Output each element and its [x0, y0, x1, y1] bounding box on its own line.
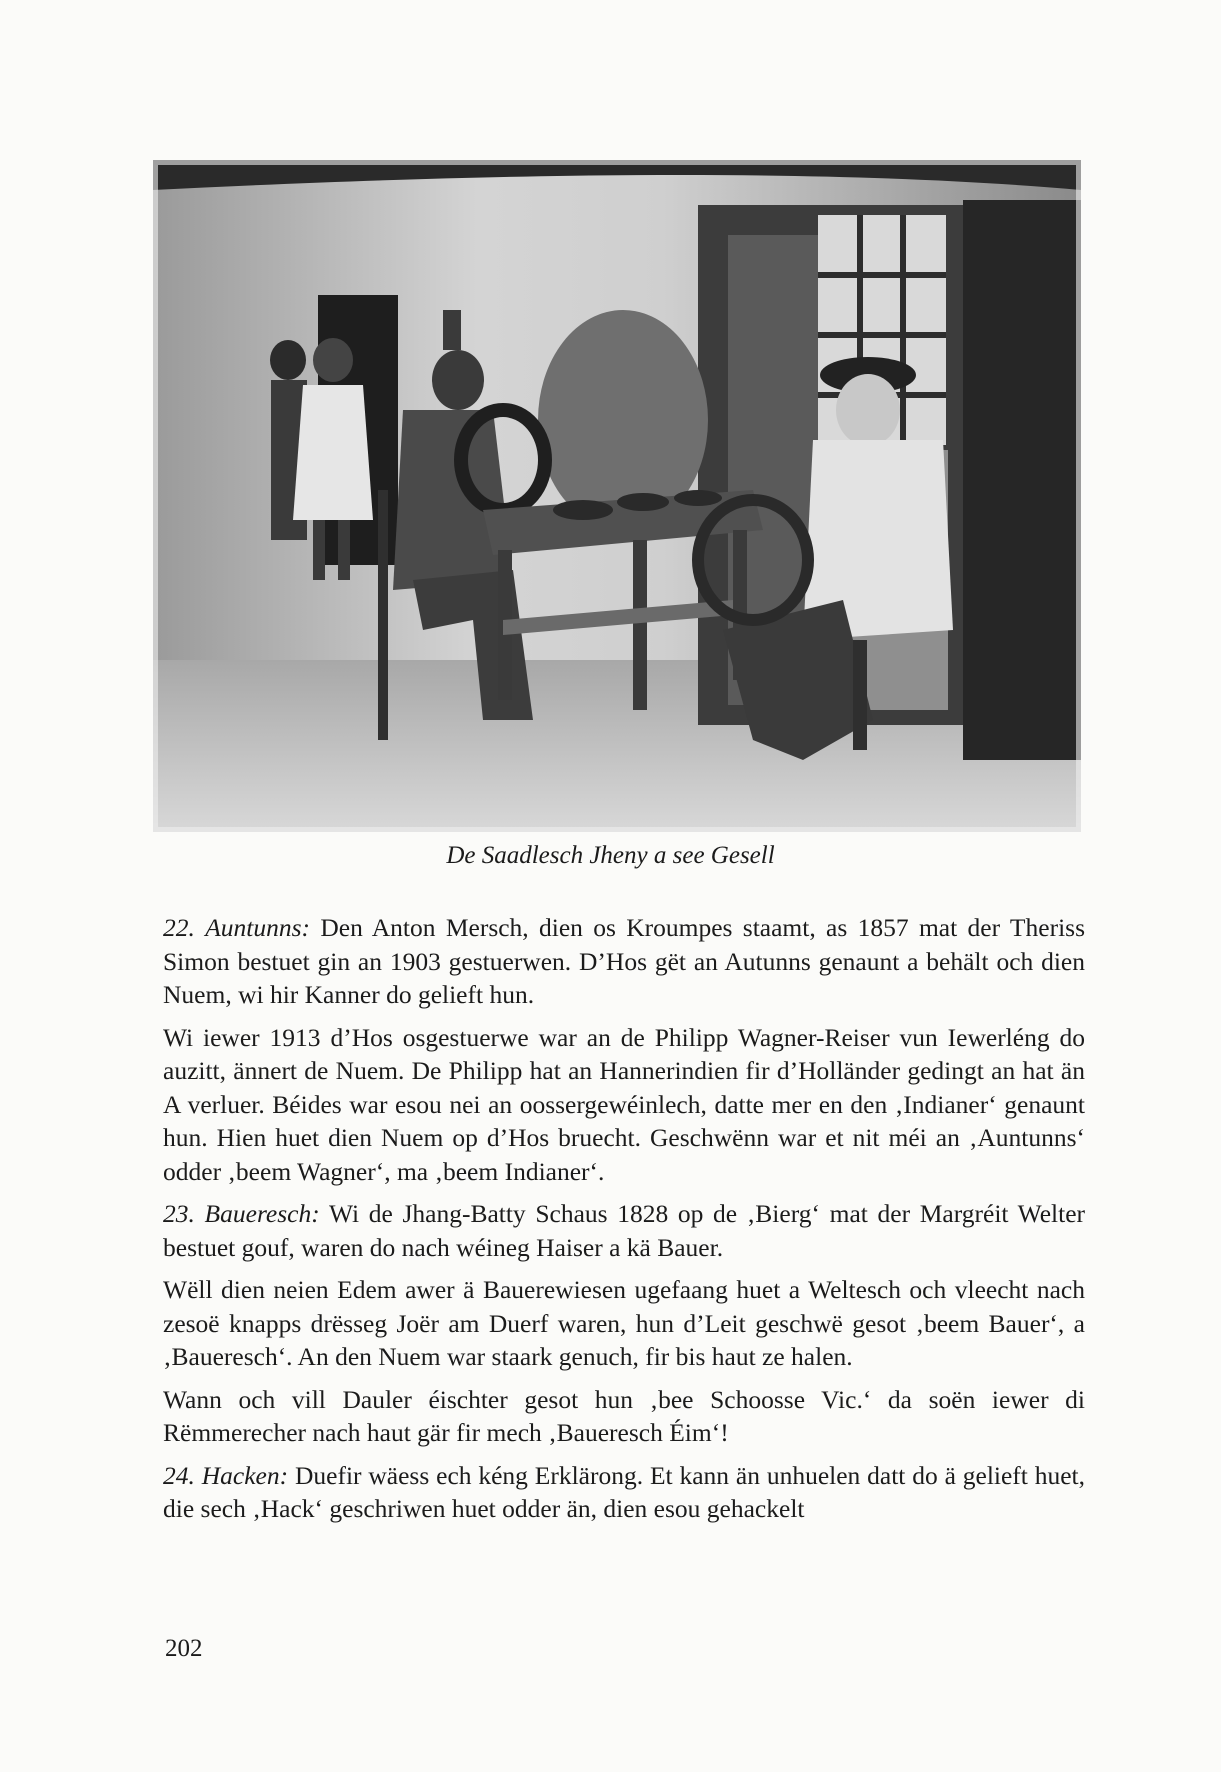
paragraph-text: Den Anton Mersch, dien os Kroumpes staamt, as 1857 mat der Theriss Simon bestuet gin an 1903 gestuerwen. D’Hos gët an Autunns genaunt a behält och dien Nuem, wi hir Kanner do gelieft hun.	[163, 913, 1086, 1009]
paragraph: Wann och vill Dauler éischter gesot hun ‚bee Schoosse Vic.‘ da soën iewer di Rëmmerecher nach haut gär fir mech ‚Baueresch Éim‘!	[163, 1384, 1085, 1447]
entry-term: Baueresch:	[204, 1199, 320, 1228]
entry-number: 22.	[163, 913, 195, 942]
entry-number: 23.	[163, 1199, 195, 1228]
paragraph-text: Duefir wäess ech kéng Erklärong. Et kann än unhuelen datt do ä gelieft huet, die sech ‚Hack‘ geschriwen huet odder än, dien esou gehackelt	[163, 1460, 1086, 1523]
entry-term: Hacken:	[201, 1460, 289, 1490]
paragraph-text: Wi de Jhang-Batty Schaus 1828 op de ‚Bierg‘ mat der Margréit Welter bestuet gouf, waren do nach wéineg Haiser a kä Bauer.	[163, 1199, 1086, 1262]
entry-term: Auntunns:	[205, 913, 311, 942]
paragraph-23	[163, 1197, 1085, 1264]
paragraph: Wëll dien neien Edem awer ä Bauerewiesen ugefaang huet a Weltesch och vleecht nach zesoë knapps drësseg Joër am Duerf waren, hun d’Leit geschwë gesot ‚beem Bauer‘, a ‚Baueresch‘. An den Nuem war staark genuch, fir bis haut ze halen.	[163, 1275, 1085, 1371]
page-number: 202	[165, 1635, 203, 1662]
body-text	[163, 911, 1085, 1535]
figure-caption: De Saadlesch Jheny a see Gesell	[446, 842, 775, 869]
historical-photograph	[153, 160, 1081, 832]
entry-number: 24.	[163, 1460, 195, 1490]
paragraph: Wi iewer 1913 d’Hos osgestuerwe war an de Philipp Wagner-Reiser vun Iewerléng do auzitt, ännert de Nuem. De Philipp hat an Hannerindien fir d’Holländer gedingt an hat än A verluer. Béides war esou nei an oossergewéinlech, datte mer en den ‚Indianer‘ genaunt hun. Hien huet dien Nuem op d’Hos bruecht. Geschwënn war et nit méi an ‚Auntunns‘ odder ‚beem Wagner‘, ma ‚beem Indianer‘.	[163, 1022, 1085, 1186]
paragraph-24	[163, 1459, 1085, 1526]
paragraph-22	[163, 911, 1085, 1012]
